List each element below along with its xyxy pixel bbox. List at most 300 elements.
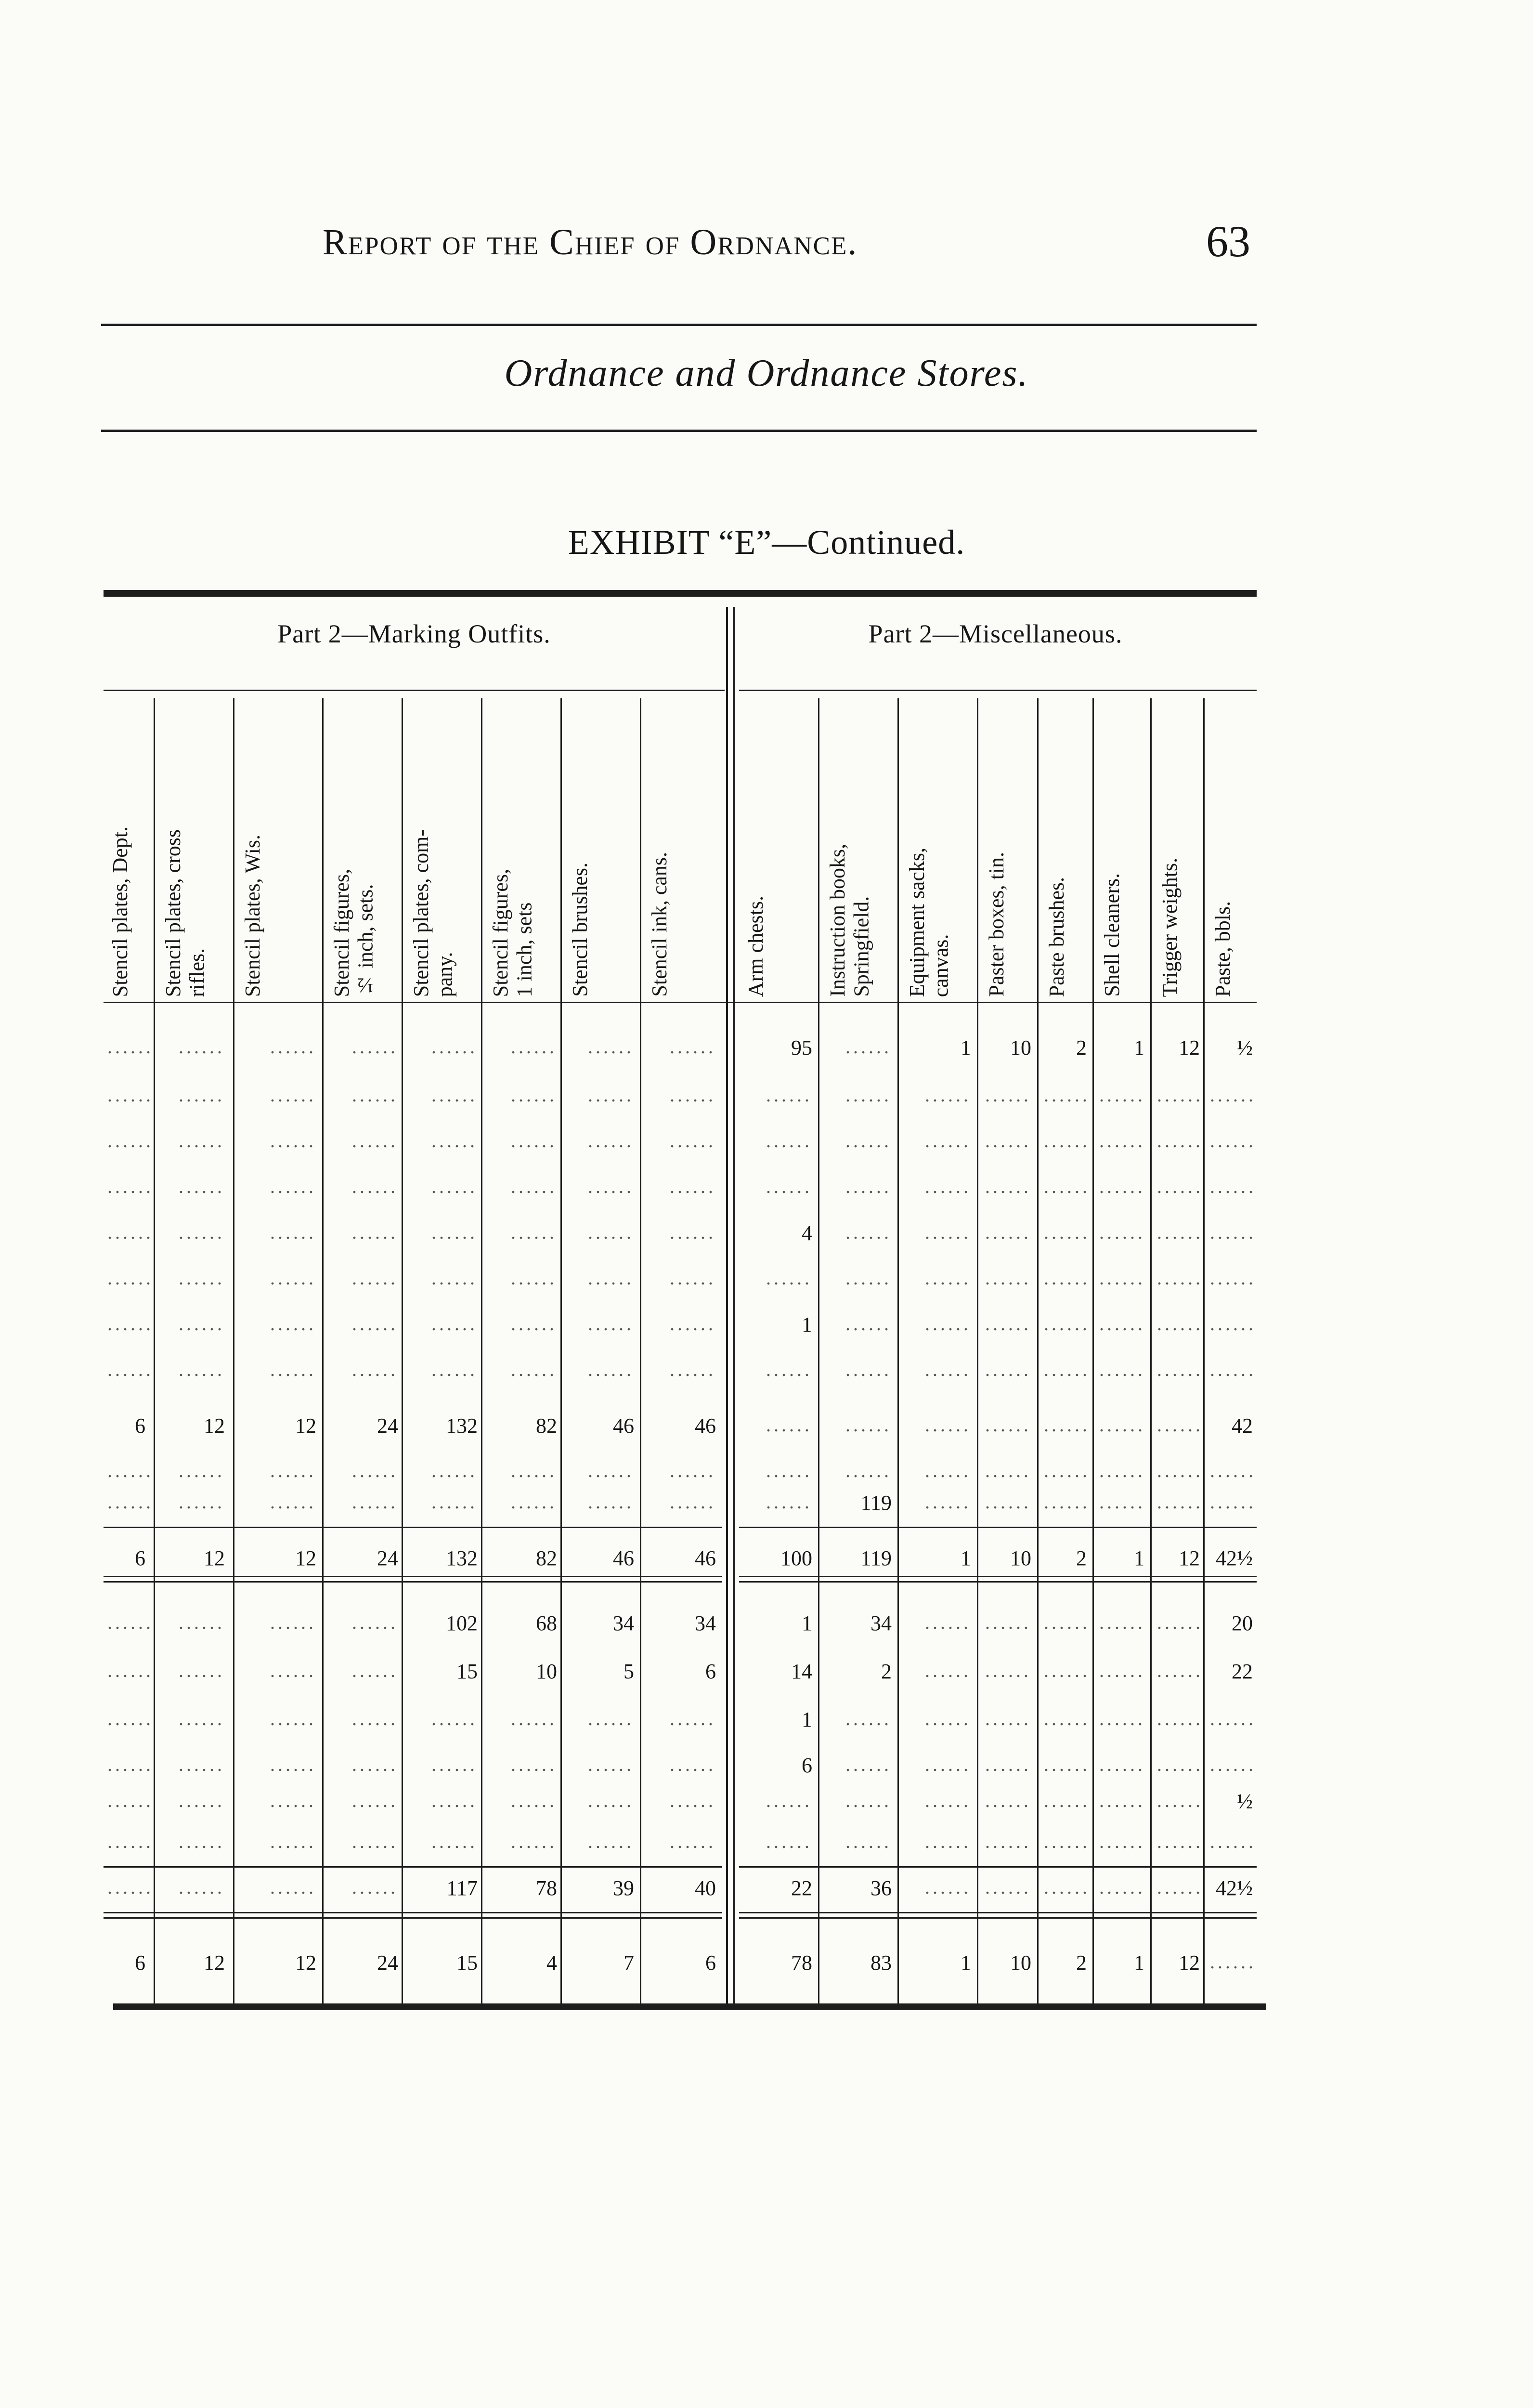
table-cell-empty: ...... [845, 1831, 892, 1852]
group-divider [726, 607, 728, 2008]
table-cell: 68 [536, 1611, 557, 1635]
table-cell-empty: ...... [1210, 1359, 1256, 1380]
table-cell-empty: ...... [588, 1790, 634, 1811]
table-cell-empty: ...... [352, 1460, 398, 1481]
table-cell-empty: ...... [1044, 1359, 1090, 1380]
table-cell-empty: ...... [270, 1460, 316, 1481]
table-cell-empty: ...... [766, 1359, 812, 1380]
table-cell-empty: ...... [1210, 1267, 1256, 1289]
table-cell-empty: ...... [352, 1313, 398, 1335]
table-cell: 1 [961, 1546, 971, 1570]
table-cell-empty: ...... [670, 1036, 716, 1058]
column-header-label: Paste, bbls. [1211, 901, 1234, 997]
table-cell-empty: ...... [179, 1660, 225, 1681]
table-cell: 14 [791, 1660, 812, 1683]
table-cell-empty: ...... [1044, 1313, 1090, 1335]
table-cell-empty: ...... [985, 1611, 1031, 1633]
table-cell-empty: ...... [107, 1084, 154, 1106]
table-cell-empty: ...... [1157, 1708, 1203, 1729]
column-rule [1037, 698, 1039, 2003]
table-cell-empty: ...... [845, 1036, 892, 1058]
table-cell: 2 [1076, 1546, 1087, 1570]
table-cell-empty: ...... [107, 1176, 154, 1197]
table-cell-empty: ...... [511, 1754, 557, 1775]
table-cell-empty: ...... [107, 1754, 154, 1775]
table-cell-empty: ...... [511, 1130, 557, 1152]
table-cell: 2 [1076, 1036, 1087, 1060]
table-cell: 46 [695, 1546, 716, 1570]
table-cell: 12 [204, 1951, 225, 1975]
column-header-arm-chests [739, 698, 816, 997]
table-cell-empty: ...... [270, 1221, 316, 1243]
group-title-miscellaneous: Part 2—Miscellaneous. [868, 619, 1123, 648]
table-cell-empty: ...... [985, 1831, 1031, 1852]
table-cell-empty: ...... [588, 1460, 634, 1481]
table-head-rule [104, 1002, 1257, 1003]
table-cell: 24 [377, 1546, 398, 1570]
table-cell: 6 [802, 1754, 812, 1777]
table-cell-empty: ...... [670, 1267, 716, 1289]
table-cell: 6 [705, 1951, 716, 1975]
table-cell-empty: ...... [179, 1267, 225, 1289]
table-cell-empty: ...... [588, 1708, 634, 1729]
subtotal-rule [104, 1527, 722, 1528]
table-cell-empty: ...... [1099, 1359, 1145, 1380]
table-cell-empty: ...... [1210, 1951, 1256, 1973]
table-cell: 12 [1179, 1951, 1200, 1975]
table-cell-empty: ...... [925, 1708, 971, 1729]
table-cell: 1 [802, 1708, 812, 1731]
table-cell: 7 [624, 1951, 634, 1975]
group-underline-left [104, 690, 725, 691]
table-cell-empty: ...... [511, 1036, 557, 1058]
column-header-label: Stencil plates, com- pany. [409, 829, 457, 997]
table-cell: 5 [624, 1660, 634, 1683]
column-header-label: Trigger weights. [1158, 857, 1182, 997]
table-cell-empty: ...... [270, 1130, 316, 1152]
table-cell-empty: ...... [1044, 1084, 1090, 1106]
table-cell-empty: ...... [107, 1130, 154, 1152]
table-cell-empty: ...... [588, 1831, 634, 1852]
table-cell-empty: ...... [985, 1221, 1031, 1243]
table-cell-empty: ...... [845, 1084, 892, 1106]
table-cell-empty: ...... [670, 1130, 716, 1152]
table-cell-empty: ...... [766, 1414, 812, 1436]
table-cell-empty: ...... [845, 1790, 892, 1811]
table-cell: 12 [295, 1546, 316, 1570]
table-cell: 2 [1076, 1951, 1087, 1975]
table-cell-empty: ...... [431, 1359, 478, 1380]
table-cell-empty: ...... [431, 1221, 478, 1243]
table-cell: 10 [1010, 1036, 1031, 1060]
table-cell-empty: ...... [925, 1754, 971, 1775]
table-cell-empty: ...... [107, 1611, 154, 1633]
table-cell: 95 [791, 1036, 812, 1060]
column-rule [154, 698, 155, 2003]
table-cell-empty: ...... [845, 1708, 892, 1729]
table-cell: 2 [881, 1660, 892, 1683]
table-cell-empty: ...... [1044, 1460, 1090, 1481]
table-cell-empty: ...... [1099, 1660, 1145, 1681]
table-cell-empty: ...... [179, 1130, 225, 1152]
header-rule-bottom [101, 430, 1257, 432]
table-cell-empty: ...... [270, 1176, 316, 1197]
column-header-label: Stencil brushes. [568, 863, 592, 997]
table-cell-empty: ...... [179, 1611, 225, 1633]
column-header-label: Stencil figures, 1 inch, sets [489, 868, 536, 997]
table-cell-empty: ...... [670, 1491, 716, 1513]
column-header-label: Arm chests. [744, 895, 767, 997]
subtotal-rule [104, 1866, 722, 1868]
table-cell-empty: ...... [1157, 1221, 1203, 1243]
table-cell-empty: ...... [511, 1491, 557, 1513]
table-cell-empty: ...... [179, 1460, 225, 1481]
table-cell-empty: ...... [431, 1267, 478, 1289]
column-rule [818, 698, 819, 2003]
table-cell-empty: ...... [925, 1831, 971, 1852]
table-cell-empty: ...... [270, 1359, 316, 1380]
table-cell-empty: ...... [1099, 1876, 1145, 1898]
table-cell-empty: ...... [511, 1359, 557, 1380]
table-cell-empty: ...... [985, 1176, 1031, 1197]
table-cell-empty: ...... [766, 1084, 812, 1106]
column-header-paster-boxes [980, 698, 1035, 997]
table-cell: 24 [377, 1414, 398, 1438]
table-cell-empty: ...... [1099, 1611, 1145, 1633]
column-header-label: Equipment sacks, canvas. [905, 847, 953, 997]
group-underline-right [739, 690, 1257, 691]
table-cell: 12 [295, 1414, 316, 1438]
table-cell: 42½ [1216, 1876, 1253, 1900]
table-cell-empty: ...... [670, 1221, 716, 1243]
table-cell: 102 [446, 1611, 478, 1635]
table-cell-empty: ...... [270, 1084, 316, 1106]
table-cell-empty: ...... [845, 1130, 892, 1152]
table-cell-empty: ...... [1157, 1359, 1203, 1380]
column-rule [897, 698, 899, 2003]
table-cell-empty: ...... [588, 1359, 634, 1380]
table-cell: 12 [204, 1414, 225, 1438]
table-cell-empty: ...... [270, 1831, 316, 1852]
table-cell-empty: ...... [845, 1221, 892, 1243]
table-cell-empty: ...... [431, 1313, 478, 1335]
table-cell-empty: ...... [1099, 1084, 1145, 1106]
table-cell-empty: ...... [1210, 1754, 1256, 1775]
total-double-rule [739, 1576, 1257, 1583]
table-cell: 22 [791, 1876, 812, 1900]
table-cell: 78 [791, 1951, 812, 1975]
table-cell-empty: ...... [511, 1221, 557, 1243]
table-cell-empty: ...... [925, 1660, 971, 1681]
table-cell-empty: ...... [1210, 1130, 1256, 1152]
table-cell-empty: ...... [588, 1221, 634, 1243]
table-cell: 1 [802, 1313, 812, 1336]
table-cell-empty: ...... [985, 1491, 1031, 1513]
total-double-rule [104, 1912, 722, 1919]
table-cell-empty: ...... [845, 1313, 892, 1335]
table-cell-empty: ...... [1099, 1414, 1145, 1436]
table-cell-empty: ...... [352, 1267, 398, 1289]
table-cell-empty: ...... [1157, 1084, 1203, 1106]
column-header-stencil-plates-cross-rifles [156, 698, 229, 997]
table-cell-empty: ...... [1099, 1754, 1145, 1775]
table-cell: 1 [802, 1611, 812, 1635]
table-cell-empty: ...... [352, 1831, 398, 1852]
subtotal-rule [739, 1527, 1257, 1528]
table-cell-empty: ...... [352, 1036, 398, 1058]
column-header-shell-cleaners [1095, 698, 1148, 997]
table-cell-empty: ...... [431, 1460, 478, 1481]
column-header-trigger-weights [1153, 698, 1204, 997]
column-header-label: Stencil plates, cross rifles. [161, 829, 209, 997]
table-cell-empty: ...... [1157, 1176, 1203, 1197]
table-cell: 22 [1232, 1660, 1253, 1683]
table-cell-empty: ...... [985, 1790, 1031, 1811]
column-header-label: Paster boxes, tin. [985, 852, 1008, 997]
table-cell-empty: ...... [431, 1130, 478, 1152]
table-cell-empty: ...... [1157, 1313, 1203, 1335]
table-cell-empty: ...... [845, 1359, 892, 1380]
table-cell-empty: ...... [1044, 1176, 1090, 1197]
table-cell-empty: ...... [925, 1790, 971, 1811]
group-divider-inner [733, 607, 735, 2008]
column-header-paste-bbls [1206, 698, 1257, 997]
table-cell: 46 [613, 1414, 634, 1438]
column-header-label: Shell cleaners. [1100, 873, 1124, 997]
table-cell-empty: ...... [352, 1660, 398, 1681]
table-cell-empty: ...... [270, 1611, 316, 1633]
running-head-title: Report of the Chief of Ordnance. [323, 222, 858, 262]
table-cell-empty: ...... [1044, 1790, 1090, 1811]
header-rule-top [101, 324, 1257, 326]
table-cell-empty: ...... [1210, 1084, 1256, 1106]
table-cell-empty: ...... [670, 1708, 716, 1729]
table-cell: 4 [802, 1221, 812, 1245]
table-cell-empty: ...... [352, 1754, 398, 1775]
column-header-stencil-brushes [563, 698, 638, 997]
table-cell-empty: ...... [270, 1708, 316, 1729]
table-cell-empty: ...... [352, 1491, 398, 1513]
table-cell-empty: ...... [107, 1708, 154, 1729]
table-cell-empty: ...... [179, 1876, 225, 1898]
table-cell-empty: ...... [1210, 1221, 1256, 1243]
table-cell-empty: ...... [985, 1267, 1031, 1289]
table-cell-empty: ...... [107, 1221, 154, 1243]
table-cell-empty: ...... [352, 1221, 398, 1243]
table-cell-empty: ...... [766, 1267, 812, 1289]
table-cell: 12 [295, 1951, 316, 1975]
table-cell: 1 [1134, 1036, 1144, 1060]
table-cell-empty: ...... [670, 1359, 716, 1380]
table-cell-empty: ...... [1099, 1831, 1145, 1852]
table-cell: 132 [446, 1546, 478, 1570]
table-cell-empty: ...... [179, 1491, 225, 1513]
table-cell: 10 [1010, 1951, 1031, 1975]
subtotal-rule [739, 1866, 1257, 1868]
table-cell: 36 [870, 1876, 892, 1900]
table-cell-empty: ...... [107, 1660, 154, 1681]
table-cell-empty: ...... [511, 1790, 557, 1811]
table-cell: 78 [536, 1876, 557, 1900]
table-cell-empty: ...... [588, 1176, 634, 1197]
table-cell-empty: ...... [352, 1084, 398, 1106]
column-header-label: Paste brushes. [1045, 877, 1068, 997]
table-cell: ½ [1237, 1790, 1253, 1813]
table-cell: 40 [695, 1876, 716, 1900]
table-cell-empty: ...... [352, 1611, 398, 1633]
table-cell: 6 [135, 1546, 145, 1570]
table-cell-empty: ...... [352, 1359, 398, 1380]
table-cell: 46 [613, 1546, 634, 1570]
column-header-stencil-figures-one-inch [484, 698, 561, 997]
table-cell-empty: ...... [431, 1491, 478, 1513]
table-cell-empty: ...... [352, 1130, 398, 1152]
table-cell-empty: ...... [511, 1708, 557, 1729]
table-cell-empty: ...... [588, 1491, 634, 1513]
table-cell-empty: ...... [107, 1267, 154, 1289]
table-cell-empty: ...... [1210, 1491, 1256, 1513]
table-cell-empty: ...... [845, 1460, 892, 1481]
column-header-label: Instruction books, Springfield. [826, 844, 873, 997]
table-cell-empty: ...... [670, 1790, 716, 1811]
column-header-stencil-figures-half-inch [325, 698, 402, 997]
table-cell-empty: ...... [1044, 1708, 1090, 1729]
table-cell-empty: ...... [1044, 1611, 1090, 1633]
table-cell-empty: ...... [925, 1611, 971, 1633]
table-cell-empty: ...... [179, 1708, 225, 1729]
table-cell: 12 [1179, 1036, 1200, 1060]
table-cell-empty: ...... [1157, 1460, 1203, 1481]
table-cell-empty: ...... [431, 1790, 478, 1811]
table-cell-empty: ...... [766, 1491, 812, 1513]
table-cell-empty: ...... [107, 1790, 154, 1811]
table-cell-empty: ...... [670, 1831, 716, 1852]
table-cell-empty: ...... [766, 1130, 812, 1152]
table-cell-empty: ...... [431, 1176, 478, 1197]
table-cell-empty: ...... [352, 1176, 398, 1197]
table-cell-empty: ...... [985, 1313, 1031, 1335]
exhibit-title: EXHIBIT “E”—Continued. [568, 523, 965, 562]
table-cell: 82 [536, 1546, 557, 1570]
table-cell-empty: ...... [352, 1876, 398, 1898]
section-subtitle: Ordnance and Ordnance Stores. [504, 352, 1029, 394]
table-cell: 100 [780, 1546, 812, 1570]
table-cell-empty: ...... [511, 1460, 557, 1481]
table-cell-empty: ...... [1099, 1130, 1145, 1152]
column-rule [233, 698, 234, 2003]
column-rule [322, 698, 324, 2003]
table-cell-empty: ...... [1044, 1876, 1090, 1898]
table-cell-empty: ...... [270, 1660, 316, 1681]
table-cell-empty: ...... [766, 1831, 812, 1852]
table-cell-empty: ...... [1044, 1267, 1090, 1289]
table-cell-empty: ...... [1210, 1313, 1256, 1335]
column-header-label: Stencil ink, cans. [648, 852, 671, 997]
table-cell-empty: ...... [925, 1359, 971, 1380]
table-cell: 15 [456, 1951, 478, 1975]
table-cell-empty: ...... [588, 1313, 634, 1335]
table-cell: 119 [860, 1491, 892, 1515]
table-cell: ½ [1237, 1036, 1253, 1060]
table-cell: 6 [135, 1951, 145, 1975]
table-cell: 1 [1134, 1951, 1144, 1975]
column-header-label: Stencil figures, ½ inch, sets. [330, 868, 377, 997]
table-cell: 4 [546, 1951, 557, 1975]
table-cell: 24 [377, 1951, 398, 1975]
table-cell: 46 [695, 1414, 716, 1438]
table-cell: 34 [870, 1611, 892, 1635]
table-cell-empty: ...... [511, 1084, 557, 1106]
table-cell-empty: ...... [179, 1754, 225, 1775]
total-double-rule [739, 1912, 1257, 1919]
table-cell-empty: ...... [1044, 1221, 1090, 1243]
table-cell-empty: ...... [670, 1084, 716, 1106]
table-cell-empty: ...... [352, 1708, 398, 1729]
table-cell-empty: ...... [431, 1084, 478, 1106]
table-cell-empty: ...... [985, 1414, 1031, 1436]
table-cell-empty: ...... [1044, 1754, 1090, 1775]
table-cell: 82 [536, 1414, 557, 1438]
table-cell-empty: ...... [179, 1359, 225, 1380]
table-cell: 10 [1010, 1546, 1031, 1570]
table-cell: 117 [446, 1876, 478, 1900]
column-header-label: Stencil plates, Wis. [241, 834, 264, 997]
table-cell-empty: ...... [1157, 1267, 1203, 1289]
table-cell-empty: ...... [511, 1313, 557, 1335]
table-cell: 15 [456, 1660, 478, 1683]
table-cell-empty: ...... [1099, 1313, 1145, 1335]
table-cell-empty: ...... [925, 1176, 971, 1197]
table-cell-empty: ...... [270, 1790, 316, 1811]
table-cell: 12 [1179, 1546, 1200, 1570]
table-cell-empty: ...... [845, 1754, 892, 1775]
table-cell-empty: ...... [1210, 1460, 1256, 1481]
table-cell-empty: ...... [1210, 1708, 1256, 1729]
table-cell-empty: ...... [511, 1831, 557, 1852]
table-cell-empty: ...... [985, 1876, 1031, 1898]
table-cell-empty: ...... [270, 1267, 316, 1289]
table-cell-empty: ...... [179, 1790, 225, 1811]
column-header-stencil-plates-wis [236, 698, 320, 997]
table-cell-empty: ...... [352, 1790, 398, 1811]
table-cell-empty: ...... [925, 1460, 971, 1481]
table-cell-empty: ...... [925, 1313, 971, 1335]
table-cell-empty: ...... [670, 1313, 716, 1335]
table-cell: 83 [870, 1951, 892, 1975]
column-header-stencil-plates-dept [104, 698, 149, 997]
column-rule [1092, 698, 1094, 2003]
table-cell-empty: ...... [588, 1267, 634, 1289]
table-cell-empty: ...... [588, 1084, 634, 1106]
column-header-stencil-plates-company [404, 698, 481, 997]
table-top-rule [104, 590, 1257, 597]
table-cell: 6 [135, 1414, 145, 1438]
table-cell-empty: ...... [1157, 1876, 1203, 1898]
table-cell-empty: ...... [431, 1831, 478, 1852]
table-cell-empty: ...... [925, 1267, 971, 1289]
table-cell-empty: ...... [985, 1460, 1031, 1481]
table-cell-empty: ...... [179, 1831, 225, 1852]
table-cell: 1 [1134, 1546, 1144, 1570]
table-cell-empty: ...... [431, 1754, 478, 1775]
table-cell-empty: ...... [1157, 1611, 1203, 1633]
page-number: 63 [1206, 217, 1250, 266]
table-cell-empty: ...... [1099, 1790, 1145, 1811]
table-cell-empty: ...... [270, 1491, 316, 1513]
table-cell-empty: ...... [1157, 1754, 1203, 1775]
column-header-stencil-ink [643, 698, 720, 997]
table-cell-empty: ...... [1044, 1130, 1090, 1152]
